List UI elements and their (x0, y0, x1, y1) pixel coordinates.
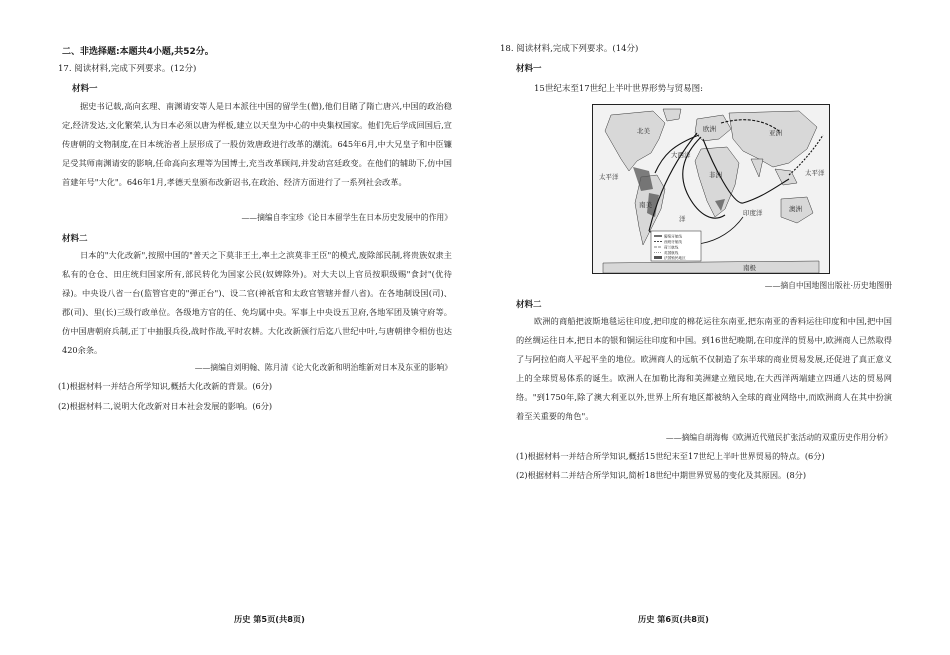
q18-material1-label: 材料一 (516, 64, 542, 74)
q17-material2-source: ——摘编自刘明翰、陈月清《论大化改新和明治维新对日本及东亚的影响》 (194, 363, 452, 372)
q17-material2-label: 材料二 (62, 234, 88, 244)
map-label-atlantic-north: 大西洋 (671, 151, 691, 159)
q18-subquestion-2: (2)根据材料二并结合所学知识,简析18世纪中期世界贸易的变化及其原因。(8分) (516, 470, 807, 480)
legend-item-3: 荷兰航线 (664, 245, 679, 250)
greenland-shape (663, 109, 681, 121)
question-17-title: 17. 阅读材料,完成下列要求。(12分) (58, 64, 197, 74)
legend-item-4: 英国航线 (664, 250, 679, 255)
right-page (500, 0, 892, 655)
q18-material2-label: 材料二 (516, 300, 542, 310)
southeast-asia-shape (775, 169, 797, 185)
world-trade-map (592, 104, 830, 274)
map-source: ——摘自中国地图出版社·历史地图册 (764, 281, 892, 290)
map-caption: 15世纪末至17世纪上半叶世界形势与贸易图: (534, 84, 703, 94)
map-label-atlantic-south: 洋 (679, 215, 686, 223)
antarctica-shape (603, 261, 819, 273)
legend-item-2: 西班牙航线 (664, 239, 682, 244)
map-label-antarctica: 南极 (743, 264, 756, 272)
legend-item-5: 法国殖民地区 (664, 256, 686, 261)
q18-material2-source: ——摘编自胡海梅《欧洲近代殖民扩张活动的双重历史作用分析》 (665, 433, 892, 442)
india-shape (751, 159, 763, 177)
left-page (58, 0, 452, 655)
asia-shape (729, 111, 817, 167)
map-label-pacific-right: 太平洋 (805, 169, 825, 177)
map-label-australia: 澳洲 (789, 205, 802, 213)
legend-item-1: 葡萄牙航线 (664, 234, 682, 239)
q17-subquestion-1: (1)根据材料一并结合所学知识,概括大化改新的背景。(6分) (58, 381, 273, 391)
q17-material1-text: 据史书记载,高向玄理、南渊请安等人是日本派往中国的留学生(僧),他们目睹了隋亡唐兴,中国的政治稳定,经济发达,文化繁荣,认为日本必须以唐为样板,建立以天皇为中心的中央集权国家。他们先后学成回国后,宣传唐朝的文物制度,在日本统治者上层形成了一股仿效唐政进行改革的潮流。645年6月,中大兄皇子和中臣镰足受其师南渊请安的影响,任命高向玄理等为国博士,充当改革顾问,并发动宫廷政变。在他们的辅助下,仿中国首建年号"大化"。646年1月,孝德天皇颁布改新诏书,在政治、经济方面进行了一系列社会改革。 (62, 101, 452, 187)
left-page-footer: 历史 第5页(共8页) (234, 614, 305, 624)
section-title: 二、非选择题:本题共4小题,共52分。 (62, 47, 214, 57)
map-label-indian-ocean: 印度洋 (743, 209, 763, 217)
map-label-south-america: 南美 (639, 201, 652, 209)
map-label-north-america: 北美 (637, 127, 650, 135)
map-legend (651, 231, 701, 261)
north-america-shape (605, 111, 665, 171)
q17-material1-source: ——摘编自李宝珍《论日本留学生在日本历史发展中的作用》 (241, 213, 452, 222)
question-18-title: 18. 阅读材料,完成下列要求。(14分) (500, 44, 639, 54)
q17-material1-label: 材料一 (72, 84, 98, 94)
q18-material2-text: 欧洲的商船把波斯地毯运往印度,把印度的棉花运往东南亚,把东南亚的香料运往印度和中国,把中国的丝绸运往日本,把日本的银和铜运往印度和中国。到16世纪晚期,在印度洋的贸易中,欧洲商人已然取得了与阿拉伯商人平起平坐的地位。欧洲商人的远航不仅制造了东半球的商业贸易发展,还促进了真正意义上的全球贸易体系的诞生。欧洲人在加勒比海和美洲建立殖民地,在大西洋两端建立四通八达的贸易网络。"到1750年,除了澳大利亚以外,世界上所有地区都被纳入全球的商业网络中,而欧洲商人在其中扮演着至关重要的角色"。 (516, 316, 892, 421)
q17-material2-text: 日本的"大化改新",按照中国的"普天之下莫非王土,率土之滨莫非王臣"的模式,废除部民制,将贵族奴隶主私有的仓仓、田庄统归国家所有,部民转化为国家公民(奴婢除外)。对大夫以上官员按职级赐"食封"(优待禄)。中央设八省一台(监管官吏的"弹正台")、设二官(神祇官和太政官管辖并督八省)。在各地制设国(司)、郡(司)、里(长)三级行政单位。各级地方官的任、免均属中央。军事上中央设五卫府,各地军团及镇守府等。仿中国唐朝府兵制,正丁中抽服兵役,战时作战,平时农耕。大化改新颁行后迄八世纪中叶,与唐朝律令相仿也达420余条。 (62, 250, 452, 355)
q17-subquestion-2: (2)根据材料二,说明大化改新对日本社会发展的影响。(6分) (58, 401, 273, 411)
map-label-asia: 亚洲 (769, 129, 782, 137)
map-label-pacific-left: 太平洋 (599, 173, 619, 181)
q18-subquestion-1: (1)根据材料一并结合所学知识,概括15世纪末至17世纪上半叶世界贸易的特点。(6分) (516, 451, 825, 461)
map-label-africa: 非洲 (709, 171, 722, 179)
africa-shape (695, 147, 739, 217)
map-label-europe: 欧洲 (703, 125, 716, 133)
right-page-footer: 历史 第6页(共8页) (638, 614, 709, 624)
map-svg (593, 105, 829, 273)
